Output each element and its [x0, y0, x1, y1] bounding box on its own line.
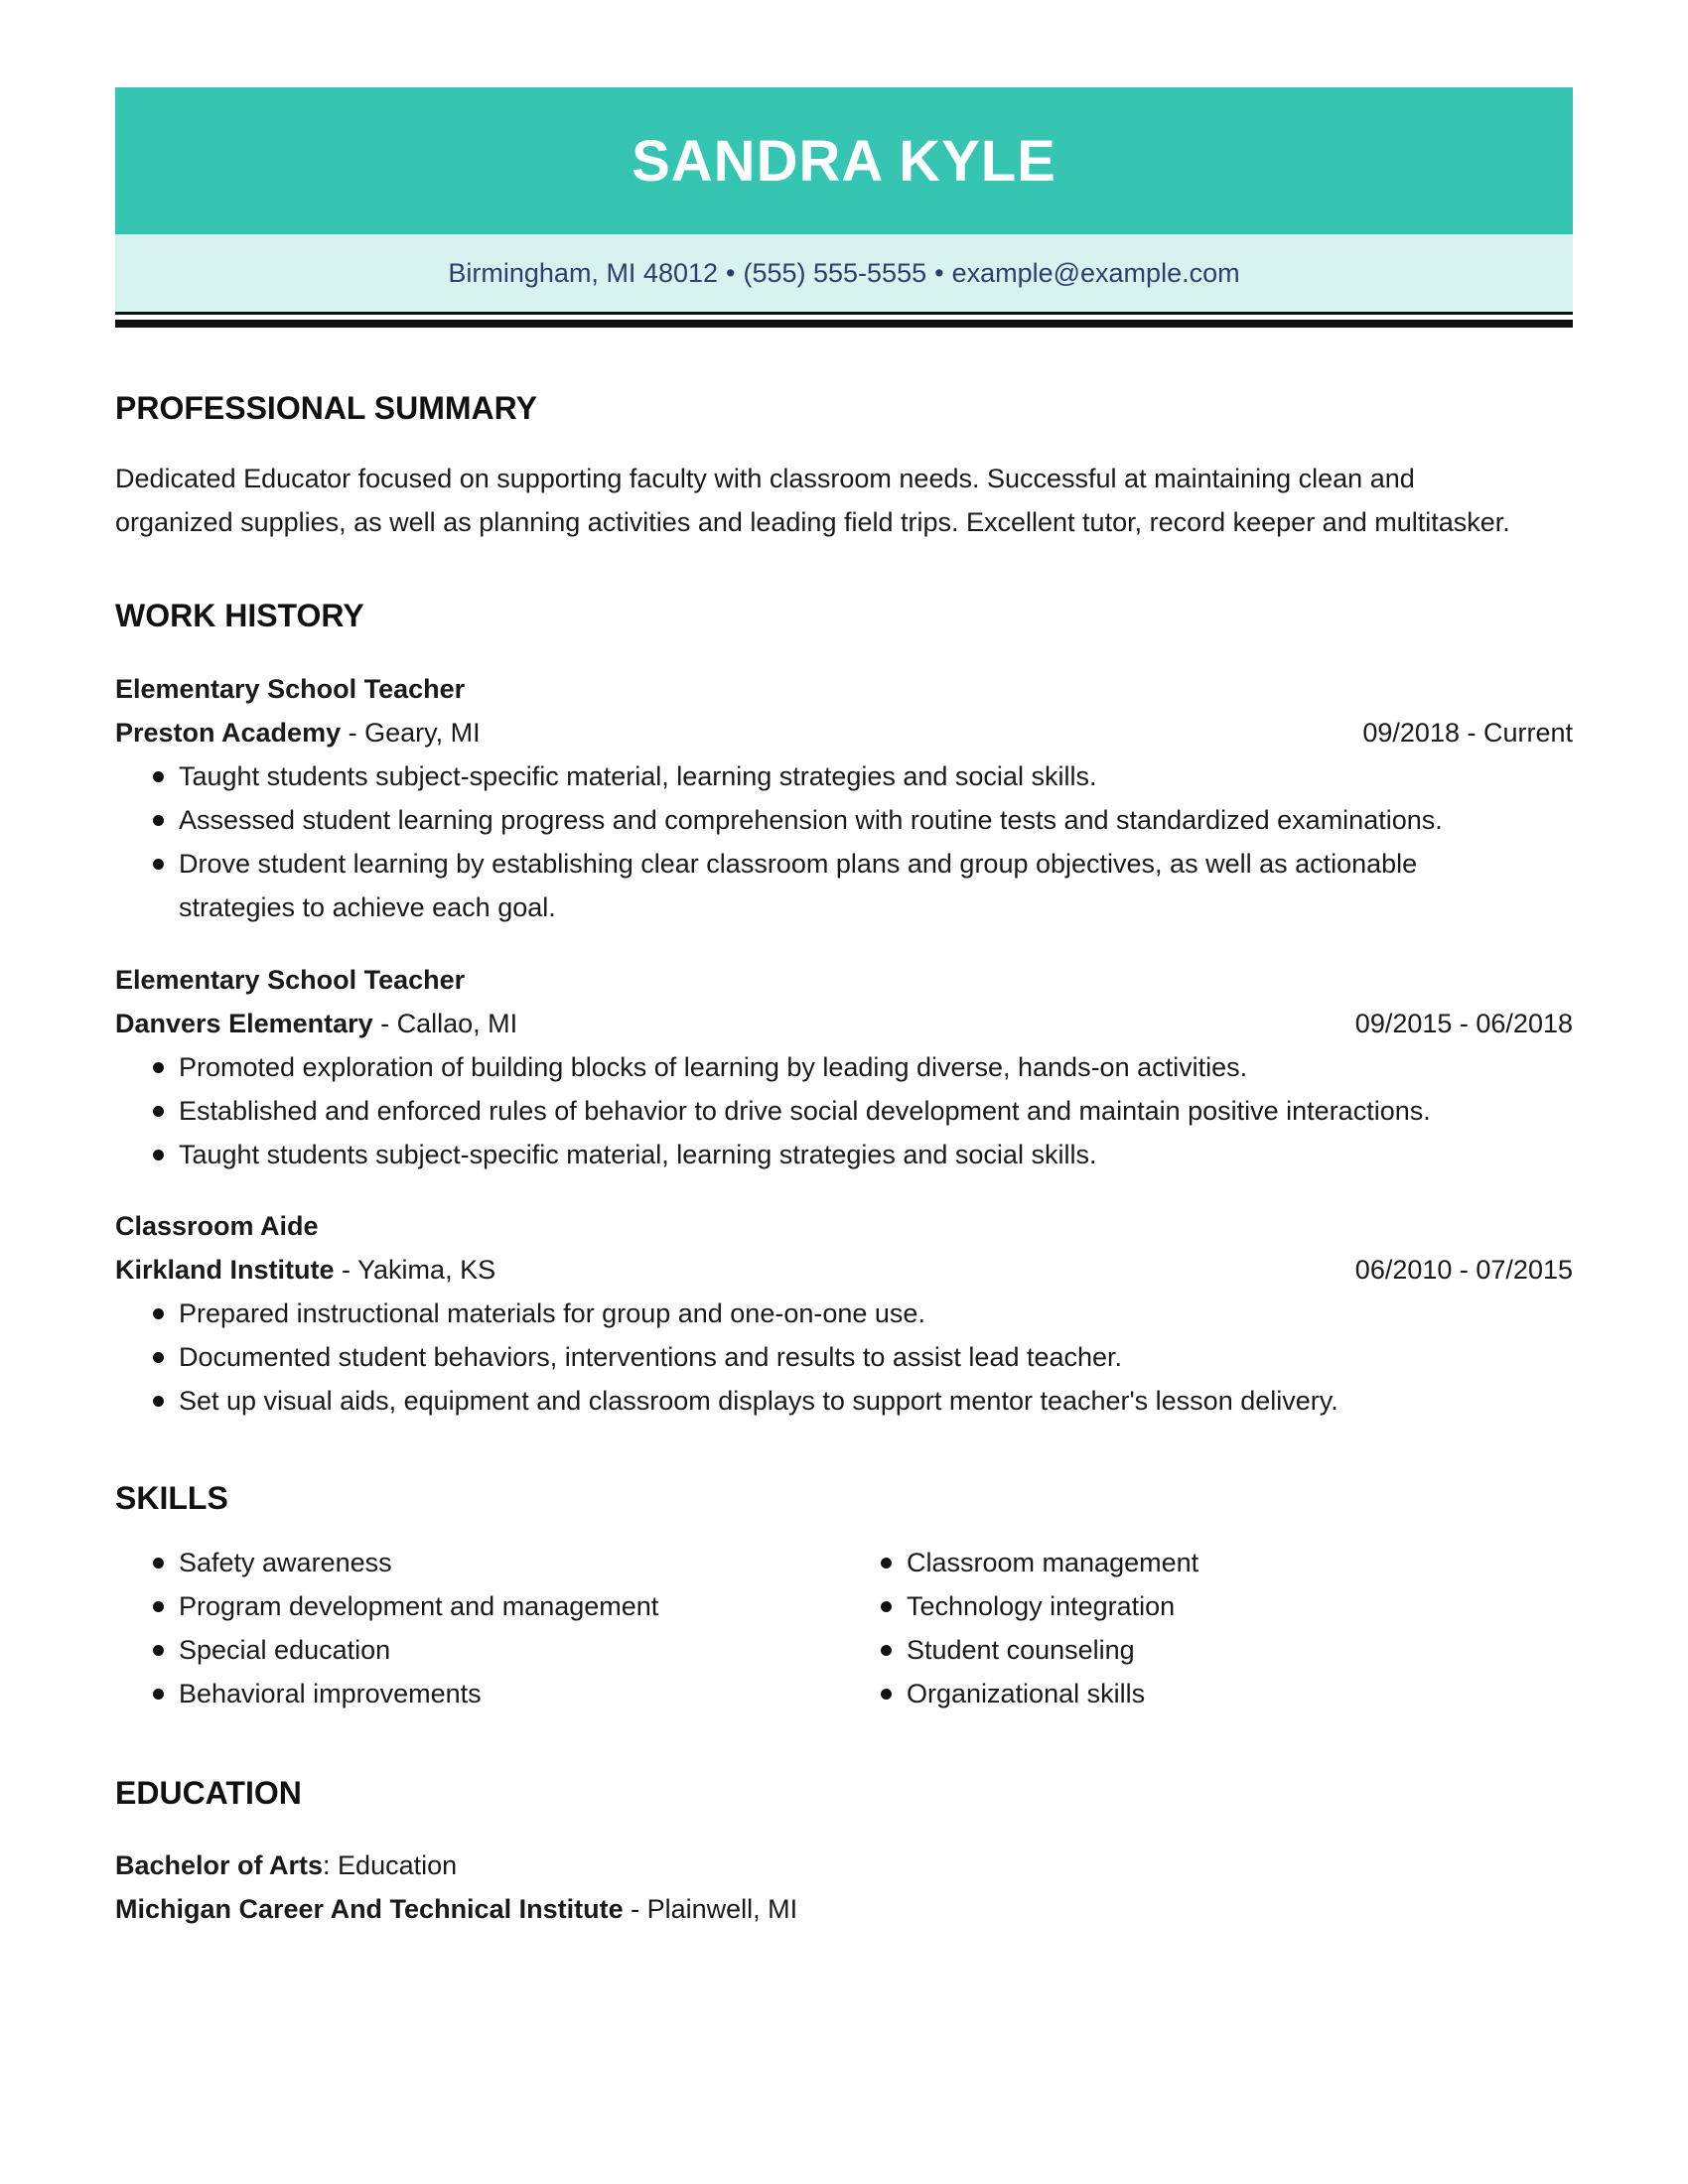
bullet-icon	[881, 1689, 892, 1700]
job-employer-line	[115, 1255, 1573, 1286]
name-header	[115, 87, 1573, 234]
job-dates: 09/2018 - Current	[1362, 718, 1573, 748]
bullet-icon	[153, 1308, 164, 1319]
job-bullet-list	[115, 754, 1573, 929]
job-bullet: Promoted exploration of building blocks of learning by leading diverse, hands-on activities.	[115, 1045, 1573, 1089]
bullet-icon	[153, 1352, 164, 1363]
job-bullet: Taught students subject-specific material, learning strategies and social skills.	[115, 1133, 1573, 1176]
bullet-icon	[153, 1396, 164, 1407]
school-name: Michigan Career And Technical Institute	[115, 1894, 624, 1924]
contact-email[interactable]: example@example.com	[951, 257, 1240, 288]
job-bullet: Established and enforced rules of behavior to drive social development and maintain positive interactions.	[115, 1089, 1573, 1133]
company-location: - Geary, MI	[341, 718, 481, 748]
section-title-summary: PROFESSIONAL SUMMARY	[115, 390, 537, 426]
bullet-icon	[153, 1601, 164, 1612]
skill-item: Technology integration	[843, 1584, 1538, 1628]
bullet-icon	[153, 1150, 164, 1160]
bullet-icon	[881, 1558, 892, 1569]
bullet-icon	[153, 771, 164, 782]
employer	[115, 1009, 517, 1039]
degree-field: : Education	[323, 1850, 458, 1880]
section-title-work-history: WORK HISTORY	[115, 598, 364, 633]
skill-item: Classroom management	[843, 1541, 1538, 1584]
bullet-icon	[153, 1645, 164, 1656]
header-divider-thin	[115, 312, 1573, 315]
employer	[115, 1255, 495, 1286]
degree: Bachelor of Arts	[115, 1850, 324, 1880]
summary-line: Dedicated Educator focused on supporting faculty with classroom needs. Successful at maintaining clean and	[115, 464, 1415, 493]
bullet-icon	[153, 1689, 164, 1700]
company-location: - Callao, MI	[372, 1009, 518, 1038]
skills-list-left	[115, 1541, 810, 1715]
summary-text	[115, 457, 1573, 544]
job-employer-line	[115, 718, 1573, 749]
job-title: Elementary School Teacher	[115, 674, 466, 704]
job-bullet: Documented student behaviors, interventions and results to assist lead teacher.	[115, 1335, 1573, 1379]
job-bullet: Assessed student learning progress and comprehension with routine tests and standardized examinations.	[115, 798, 1573, 842]
job-dates: 06/2010 - 07/2015	[1354, 1255, 1573, 1285]
contact-separator: •	[934, 257, 944, 288]
company-location: - Yakima, KS	[334, 1255, 496, 1285]
contact-bar	[115, 234, 1573, 312]
contact-separator: •	[726, 257, 736, 288]
job-title: Classroom Aide	[115, 1211, 319, 1241]
job-bullet-list	[115, 1292, 1573, 1423]
skill-item: Special education	[115, 1628, 810, 1672]
section-title-education: EDUCATION	[115, 1775, 302, 1811]
bullet-icon	[881, 1645, 892, 1656]
school-location: - Plainwell, MI	[623, 1894, 798, 1924]
job-title: Elementary School Teacher	[115, 965, 466, 995]
summary-line: organized supplies, as well as planning activities and leading field trips. Excellent tutor, record keeper and multitasker.	[115, 507, 1510, 537]
job-bullet: Drove student learning by establishing clear classroom plans and group objectives, as well as actionable	[115, 842, 1573, 886]
company-name: Kirkland Institute	[115, 1255, 335, 1285]
skill-item: Behavioral improvements	[115, 1672, 810, 1715]
job-bullet: Prepared instructional materials for group and one-on-one use.	[115, 1292, 1573, 1335]
bullet-icon	[153, 1558, 164, 1569]
company-name: Preston Academy	[115, 718, 342, 748]
employer	[115, 718, 481, 749]
company-name: Danvers Elementary	[115, 1009, 373, 1038]
bullet-icon	[153, 815, 164, 826]
section-title-skills: SKILLS	[115, 1480, 228, 1516]
job-bullet: Taught students subject-specific material, learning strategies and social skills.	[115, 754, 1573, 798]
bullet-icon	[881, 1601, 892, 1612]
bullet-icon	[153, 1106, 164, 1117]
job-employer-line	[115, 1009, 1573, 1039]
job-bullet: Set up visual aids, equipment and classroom displays to support mentor teacher's lesson delivery.	[115, 1379, 1573, 1423]
skill-item: Program development and management	[115, 1584, 810, 1628]
bullet-icon	[153, 1062, 164, 1073]
job-bullet-continuation: strategies to achieve each goal.	[179, 892, 556, 922]
bullet-icon	[153, 859, 164, 870]
skill-item: Safety awareness	[115, 1541, 810, 1584]
job-dates: 09/2015 - 06/2018	[1354, 1009, 1573, 1038]
contact-address: Birmingham, MI 48012	[448, 257, 719, 288]
skills-list-right	[843, 1541, 1538, 1715]
skill-item: Organizational skills	[843, 1672, 1538, 1715]
education-degree-line	[115, 1850, 457, 1881]
contact-phone: (555) 555-5555	[743, 257, 927, 288]
skill-item: Student counseling	[843, 1628, 1538, 1672]
header-divider-thick	[115, 320, 1573, 328]
job-bullet-list	[115, 1045, 1573, 1176]
education-school-line	[115, 1894, 797, 1925]
candidate-name: SANDRA KYLE	[632, 128, 1056, 194]
